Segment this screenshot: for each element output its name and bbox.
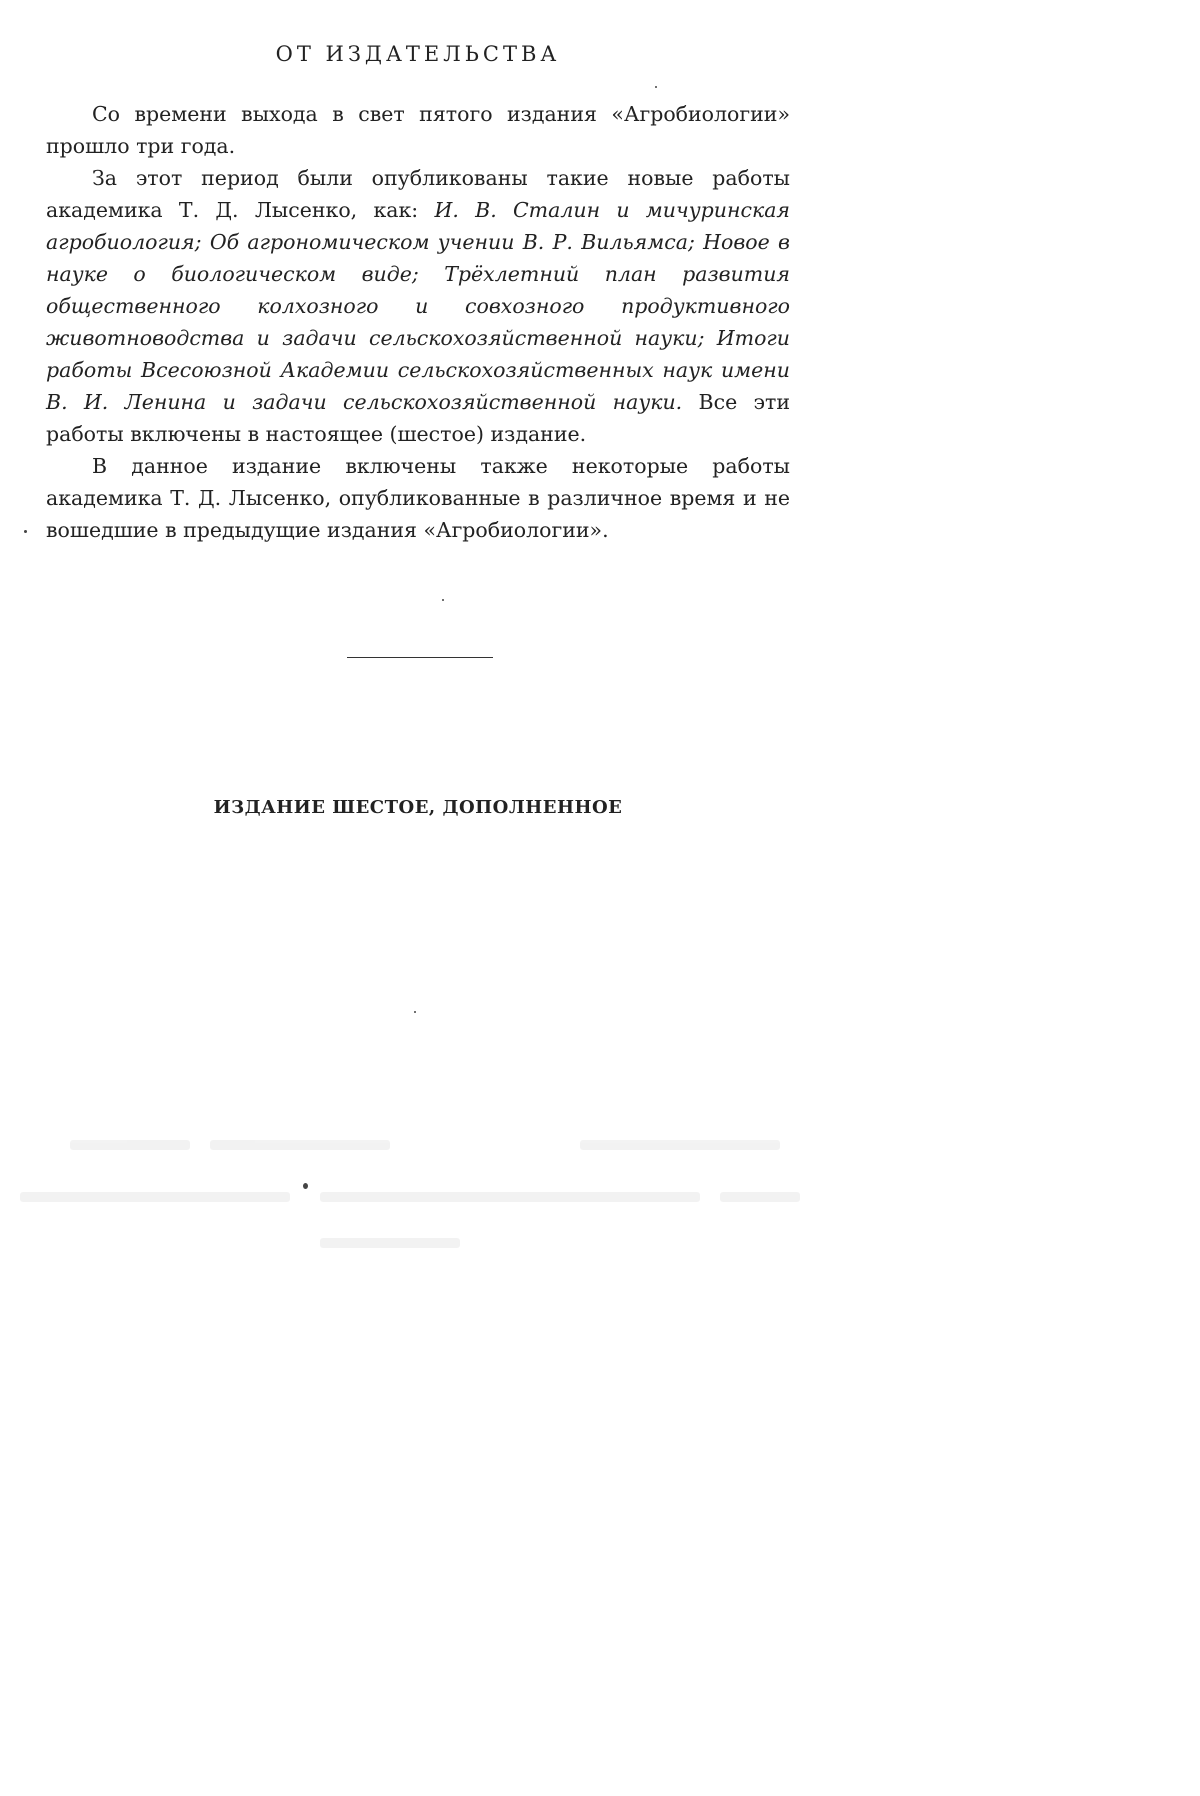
paragraph-2	[46, 162, 790, 450]
page-heading: ОТ ИЗДАТЕЛЬСТВА	[275, 42, 561, 66]
separator-line	[347, 657, 493, 658]
scan-speck	[414, 1011, 416, 1013]
bleed-through-marks	[20, 1120, 800, 1260]
scan-speck	[303, 1183, 308, 1189]
scan-speck	[24, 530, 27, 533]
paragraph-2-intro: За этот период были опубликованы такие новые работы академика Т. Д. Лысенко, как:	[46, 166, 790, 222]
paragraph-2-works: И. В. Сталин и мичуринская агробиология; Об агрономическом учении В. Р. Вильямса; Новое в науке о биологическом виде; Трёхлетний план развития общественного колхозного и совхозного продуктивного животноводства и задачи сельскохозяйственной науки; Итоги работы Всесоюзной Академии сельскохозяйственных наук имени В. И. Ленина и задачи сельскохозяйственной науки.	[46, 198, 790, 414]
paragraph-1: Со времени выхода в свет пятого издания «Агробиологии» прошло три года.	[46, 102, 790, 158]
paragraph-3: В данное издание включены также некоторые работы академика Т. Д. Лысенко, опубликованные в различное время и не вошедшие в предыдущие издания «Агробиологии».	[46, 454, 790, 542]
scan-speck	[655, 86, 657, 88]
foreword-text	[46, 98, 790, 546]
edition-title: ИЗДАНИЕ ШЕСТОЕ, ДОПОЛНЕННОЕ	[213, 797, 623, 818]
paragraph-2-end: Все эти работы включены в настоящее (шестое) издание.	[46, 390, 791, 446]
scan-speck	[442, 599, 444, 601]
